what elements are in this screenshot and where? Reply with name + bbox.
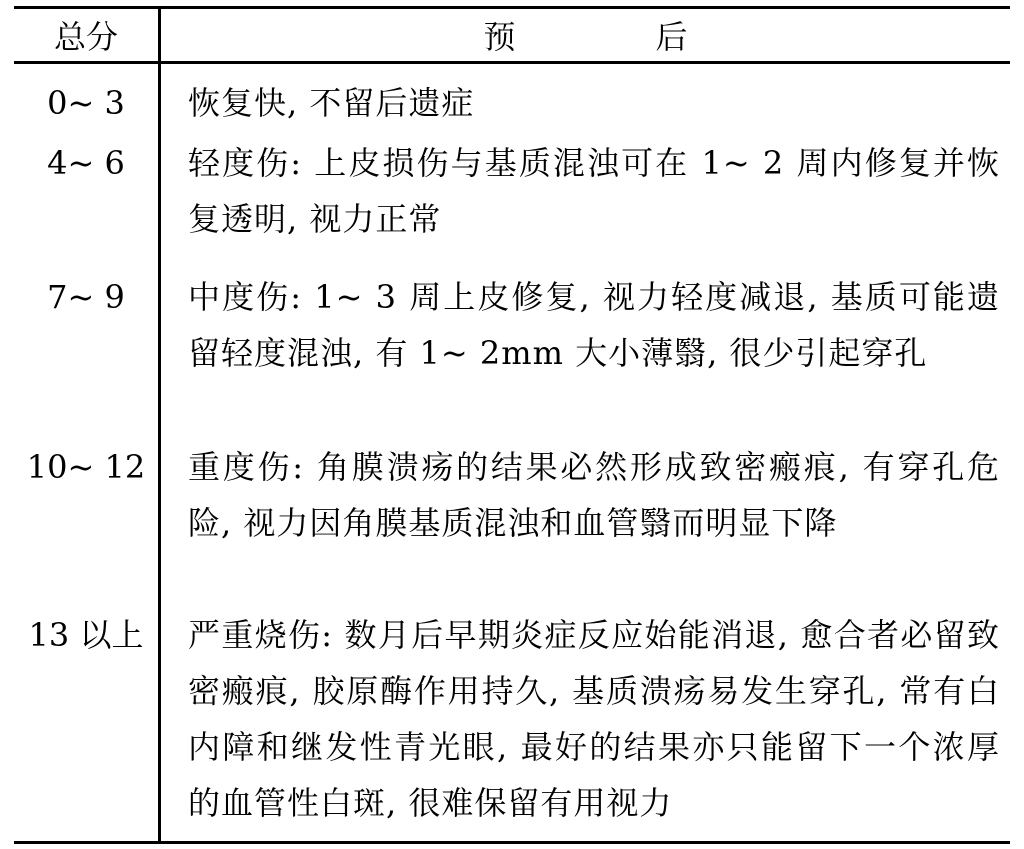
header-score: 总分	[53, 18, 118, 56]
column-divider	[158, 9, 161, 841]
prognosis-row-1: 恢复快, 不留后遗症	[188, 84, 475, 122]
prognosis-row-4: 重度伤: 角膜溃疡的结果必然形成致密瘢痕, 有穿孔危险, 视力因角膜基质混浊和血管翳而明显下降	[188, 448, 1000, 542]
prognosis-row-2: 轻度伤: 上皮损伤与基质混浊可在 1~ 2 周内修复并恢复透明, 视力正常	[188, 144, 1000, 238]
score-row-2: 4~ 6	[47, 144, 125, 182]
score-row-4: 10~ 12	[26, 448, 146, 486]
score-row-3: 7~ 9	[47, 278, 125, 316]
score-row-1: 0~ 3	[47, 84, 125, 122]
header-prognosis	[161, 19, 1010, 55]
header-rule	[14, 61, 1010, 64]
prognosis-table	[14, 6, 1010, 844]
header-prognosis-char-1: 预	[483, 18, 516, 56]
score-row-5: 13 以上	[28, 616, 144, 654]
header-prognosis-char-2: 后	[655, 18, 688, 56]
prognosis-row-5: 严重烧伤: 数月后早期炎症反应始能消退, 愈合者必留致密瘢痕, 胶原酶作用持久, 基质溃疡易发生穿孔, 常有白内障和继发性青光眼, 最好的结果亦只能留下一个浓厚的血管性白斑, 很难保留有用视力	[188, 616, 1000, 822]
prognosis-row-3: 中度伤: 1~ 3 周上皮修复, 视力轻度减退, 基质可能遗留轻度混浊, 有 1~ 2mm 大小薄翳, 很少引起穿孔	[188, 278, 1000, 372]
